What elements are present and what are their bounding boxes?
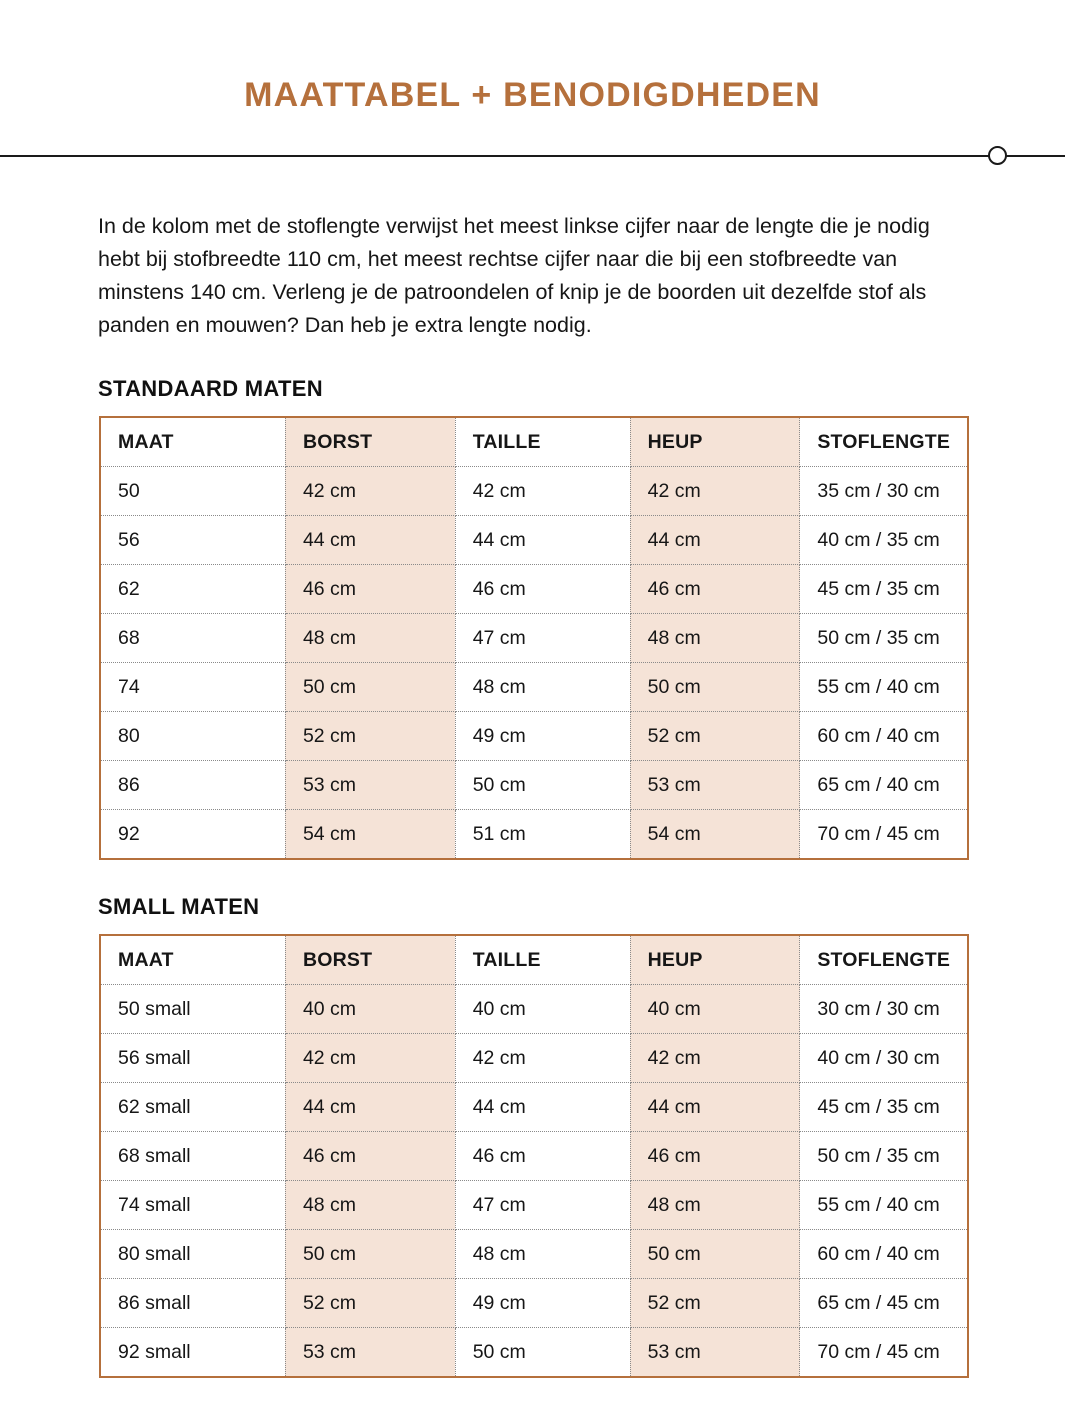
- cell-borst: 44 cm: [285, 516, 455, 565]
- small-maten-table-wrap: [99, 934, 969, 1378]
- cell-stoflengte: 40 cm / 35 cm: [800, 516, 967, 565]
- table-row: [101, 1279, 967, 1328]
- cell-stoflengte: 65 cm / 45 cm: [800, 1279, 967, 1328]
- divider-line: [0, 155, 1065, 157]
- cell-maat: 74 small: [101, 1181, 285, 1230]
- cell-heup: 46 cm: [630, 1132, 800, 1181]
- cell-heup: 53 cm: [630, 761, 800, 810]
- table-header-row: [101, 418, 967, 467]
- cell-maat: 86 small: [101, 1279, 285, 1328]
- cell-heup: 46 cm: [630, 565, 800, 614]
- cell-borst: 50 cm: [285, 1230, 455, 1279]
- column-header-taille: TAILLE: [455, 936, 630, 985]
- cell-borst: 50 cm: [285, 663, 455, 712]
- cell-stoflengte: 55 cm / 40 cm: [800, 1181, 967, 1230]
- section-title-standaard: STANDAARD MATEN: [98, 376, 323, 402]
- cell-taille: 49 cm: [455, 712, 630, 761]
- cell-stoflengte: 50 cm / 35 cm: [800, 1132, 967, 1181]
- cell-maat: 50 small: [101, 985, 285, 1034]
- cell-borst: 42 cm: [285, 1034, 455, 1083]
- table-row: [101, 810, 967, 859]
- cell-maat: 68 small: [101, 1132, 285, 1181]
- cell-borst: 46 cm: [285, 1132, 455, 1181]
- cell-maat: 62: [101, 565, 285, 614]
- cell-stoflengte: 70 cm / 45 cm: [800, 810, 967, 859]
- table-row: [101, 985, 967, 1034]
- cell-stoflengte: 50 cm / 35 cm: [800, 614, 967, 663]
- cell-taille: 44 cm: [455, 516, 630, 565]
- table-row: [101, 1132, 967, 1181]
- column-header-taille: TAILLE: [455, 418, 630, 467]
- cell-stoflengte: 35 cm / 30 cm: [800, 467, 967, 516]
- cell-heup: 48 cm: [630, 614, 800, 663]
- cell-maat: 92 small: [101, 1328, 285, 1377]
- cell-stoflengte: 60 cm / 40 cm: [800, 712, 967, 761]
- small-maten-table: [101, 936, 967, 1376]
- cell-taille: 49 cm: [455, 1279, 630, 1328]
- cell-stoflengte: 30 cm / 30 cm: [800, 985, 967, 1034]
- intro-paragraph: In de kolom met de stoflengte verwijst het meest linkse cijfer naar de lengte die je nodig hebt bij stofbreedte 110 cm, het meest rechtse cijfer naar die bij een stofbreedte van minstens 140 cm. Verleng je de patroondelen of knip je de boorden uit dezelfde stof als panden en mouwen? Dan heb je extra lengte nodig.: [98, 214, 930, 338]
- table-row: [101, 1083, 967, 1132]
- table-row: [101, 761, 967, 810]
- cell-heup: 50 cm: [630, 663, 800, 712]
- header-divider: [0, 146, 1065, 166]
- cell-borst: 52 cm: [285, 712, 455, 761]
- table-header-row: [101, 936, 967, 985]
- cell-taille: 42 cm: [455, 1034, 630, 1083]
- cell-heup: 52 cm: [630, 1279, 800, 1328]
- cell-maat: 80: [101, 712, 285, 761]
- table-row: [101, 663, 967, 712]
- cell-stoflengte: 60 cm / 40 cm: [800, 1230, 967, 1279]
- cell-heup: 53 cm: [630, 1328, 800, 1377]
- cell-borst: 46 cm: [285, 565, 455, 614]
- cell-taille: 47 cm: [455, 1181, 630, 1230]
- column-header-borst: BORST: [285, 418, 455, 467]
- table-row: [101, 516, 967, 565]
- table-row: [101, 614, 967, 663]
- section-title-small: SMALL MATEN: [98, 894, 260, 920]
- cell-maat: 86: [101, 761, 285, 810]
- cell-taille: 44 cm: [455, 1083, 630, 1132]
- column-header-maat: MAAT: [101, 936, 285, 985]
- cell-heup: 40 cm: [630, 985, 800, 1034]
- standaard-maten-table: [101, 418, 967, 858]
- cell-heup: 52 cm: [630, 712, 800, 761]
- cell-taille: 46 cm: [455, 565, 630, 614]
- cell-taille: 47 cm: [455, 614, 630, 663]
- cell-stoflengte: 45 cm / 35 cm: [800, 565, 967, 614]
- cell-stoflengte: 55 cm / 40 cm: [800, 663, 967, 712]
- standaard-maten-table-wrap: [99, 416, 969, 860]
- cell-maat: 56 small: [101, 1034, 285, 1083]
- table-row: [101, 565, 967, 614]
- cell-taille: 40 cm: [455, 985, 630, 1034]
- cell-taille: 42 cm: [455, 467, 630, 516]
- cell-heup: 42 cm: [630, 467, 800, 516]
- cell-borst: 53 cm: [285, 1328, 455, 1377]
- cell-heup: 48 cm: [630, 1181, 800, 1230]
- column-header-borst: BORST: [285, 936, 455, 985]
- cell-taille: 50 cm: [455, 761, 630, 810]
- table-row: [101, 467, 967, 516]
- column-header-heup: HEUP: [630, 936, 800, 985]
- cell-heup: 54 cm: [630, 810, 800, 859]
- cell-stoflengte: 45 cm / 35 cm: [800, 1083, 967, 1132]
- cell-borst: 42 cm: [285, 467, 455, 516]
- cell-borst: 40 cm: [285, 985, 455, 1034]
- column-header-stoflengte: STOFLENGTE: [800, 936, 967, 985]
- column-header-maat: MAAT: [101, 418, 285, 467]
- table-row: [101, 1328, 967, 1377]
- table-row: [101, 712, 967, 761]
- cell-stoflengte: 40 cm / 30 cm: [800, 1034, 967, 1083]
- cell-maat: 68: [101, 614, 285, 663]
- table-row: [101, 1034, 967, 1083]
- cell-borst: 53 cm: [285, 761, 455, 810]
- column-header-heup: HEUP: [630, 418, 800, 467]
- cell-heup: 44 cm: [630, 1083, 800, 1132]
- cell-stoflengte: 65 cm / 40 cm: [800, 761, 967, 810]
- cell-taille: 48 cm: [455, 1230, 630, 1279]
- cell-heup: 44 cm: [630, 516, 800, 565]
- cell-heup: 50 cm: [630, 1230, 800, 1279]
- cell-stoflengte: 70 cm / 45 cm: [800, 1328, 967, 1377]
- table-row: [101, 1181, 967, 1230]
- cell-taille: 50 cm: [455, 1328, 630, 1377]
- cell-borst: 48 cm: [285, 1181, 455, 1230]
- divider-dot-icon: [988, 146, 1007, 165]
- cell-taille: 46 cm: [455, 1132, 630, 1181]
- cell-maat: 50: [101, 467, 285, 516]
- cell-maat: 92: [101, 810, 285, 859]
- cell-borst: 54 cm: [285, 810, 455, 859]
- cell-maat: 56: [101, 516, 285, 565]
- cell-maat: 74: [101, 663, 285, 712]
- cell-borst: 44 cm: [285, 1083, 455, 1132]
- page-title: MAATTABEL + BENODIGDHEDEN: [244, 76, 821, 114]
- table-row: [101, 1230, 967, 1279]
- cell-maat: 80 small: [101, 1230, 285, 1279]
- cell-borst: 48 cm: [285, 614, 455, 663]
- cell-taille: 48 cm: [455, 663, 630, 712]
- cell-maat: 62 small: [101, 1083, 285, 1132]
- cell-heup: 42 cm: [630, 1034, 800, 1083]
- cell-taille: 51 cm: [455, 810, 630, 859]
- column-header-stoflengte: STOFLENGTE: [800, 418, 967, 467]
- cell-borst: 52 cm: [285, 1279, 455, 1328]
